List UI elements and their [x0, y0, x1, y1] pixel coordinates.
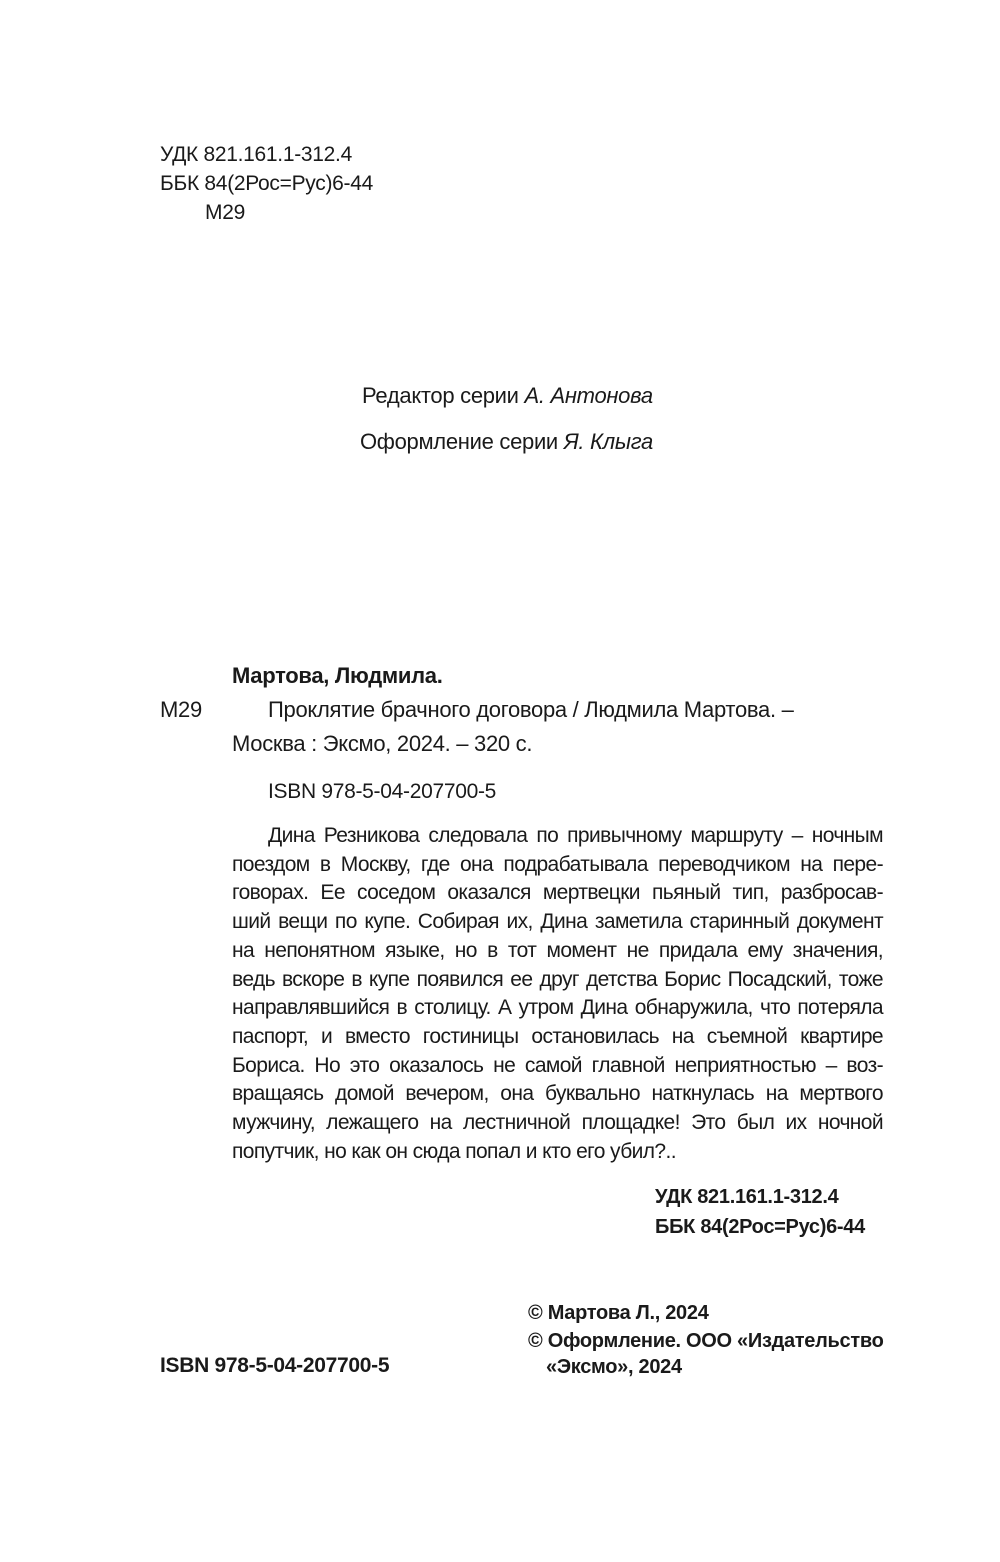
credit-name: А. Антонова [524, 383, 653, 408]
annotation-line: поездом в Москву, где она подрабатывала переводчиком на пере- [232, 852, 883, 876]
annotation-line: мужчину, лежащего на лестничной площадке! Это был их ночной [232, 1111, 883, 1135]
record-isbn: ISBN 978-5-04-207700-5 [268, 780, 497, 803]
annotation-line: Дина Резникова следовала по привычному маршруту – ночным [268, 824, 883, 847]
annotation [232, 822, 883, 1166]
annotation-line: ведь вскоре в купе появился ее друг детства Борис Посадский, тоже [232, 967, 883, 991]
record-title: Проклятие брачного договора / Людмила Мартова. – [268, 697, 794, 722]
series-editor [362, 383, 653, 409]
annotation-line: паспорт, и вместо гостиницы остановилась на съемной квартире [232, 1024, 883, 1048]
credit-role: Редактор серии [362, 383, 519, 408]
record-author: Мартова, Людмила. [232, 663, 443, 688]
annotation-line: ший вещи по купе. Собирая их, Дина заметила старинный документ [232, 910, 883, 934]
record-mark: М29 [160, 697, 202, 722]
annotation-line: говорах. Ее соседом оказался мертвецки пьяный тип, разбросав- [232, 881, 883, 905]
author-mark: М29 [205, 201, 245, 224]
bbk-code: ББК 84(2Рос=Рус)6-44 [160, 172, 373, 195]
footer-bbk: ББК 84(2Рос=Рус)6-44 [655, 1216, 865, 1238]
annotation-line: Бориса. Но это оказалось не самой главной неприятностью – воз- [232, 1053, 883, 1077]
copyright-design-cont: «Эксмо», 2024 [546, 1356, 682, 1378]
annotation-line: вращаясь домой вечером, она буквально наткнулась на мертвого [232, 1082, 883, 1106]
annotation-line: попутчик, но как он сюда попал и кто его убил?.. [232, 1139, 676, 1163]
series-design [360, 429, 653, 455]
copyright-design: © Оформление. ООО «Издательство [528, 1330, 884, 1352]
footer-isbn: ISBN 978-5-04-207700-5 [160, 1354, 390, 1377]
udk-code: УДК 821.161.1-312.4 [160, 143, 352, 166]
annotation-line: направлявшийся в столицу. А утром Дина обнаружила, что потеряла [232, 996, 883, 1020]
footer-udk: УДК 821.161.1-312.4 [655, 1186, 839, 1208]
annotation-line: на непонятном языке, но в тот момент не придала ему значения, [232, 938, 883, 962]
record-imprint: Москва : Эксмо, 2024. – 320 с. [232, 731, 533, 756]
credit-name: Я. Клыга [563, 429, 653, 454]
credit-role: Оформление серии [360, 429, 558, 454]
copyright-author: © Мартова Л., 2024 [528, 1302, 709, 1324]
